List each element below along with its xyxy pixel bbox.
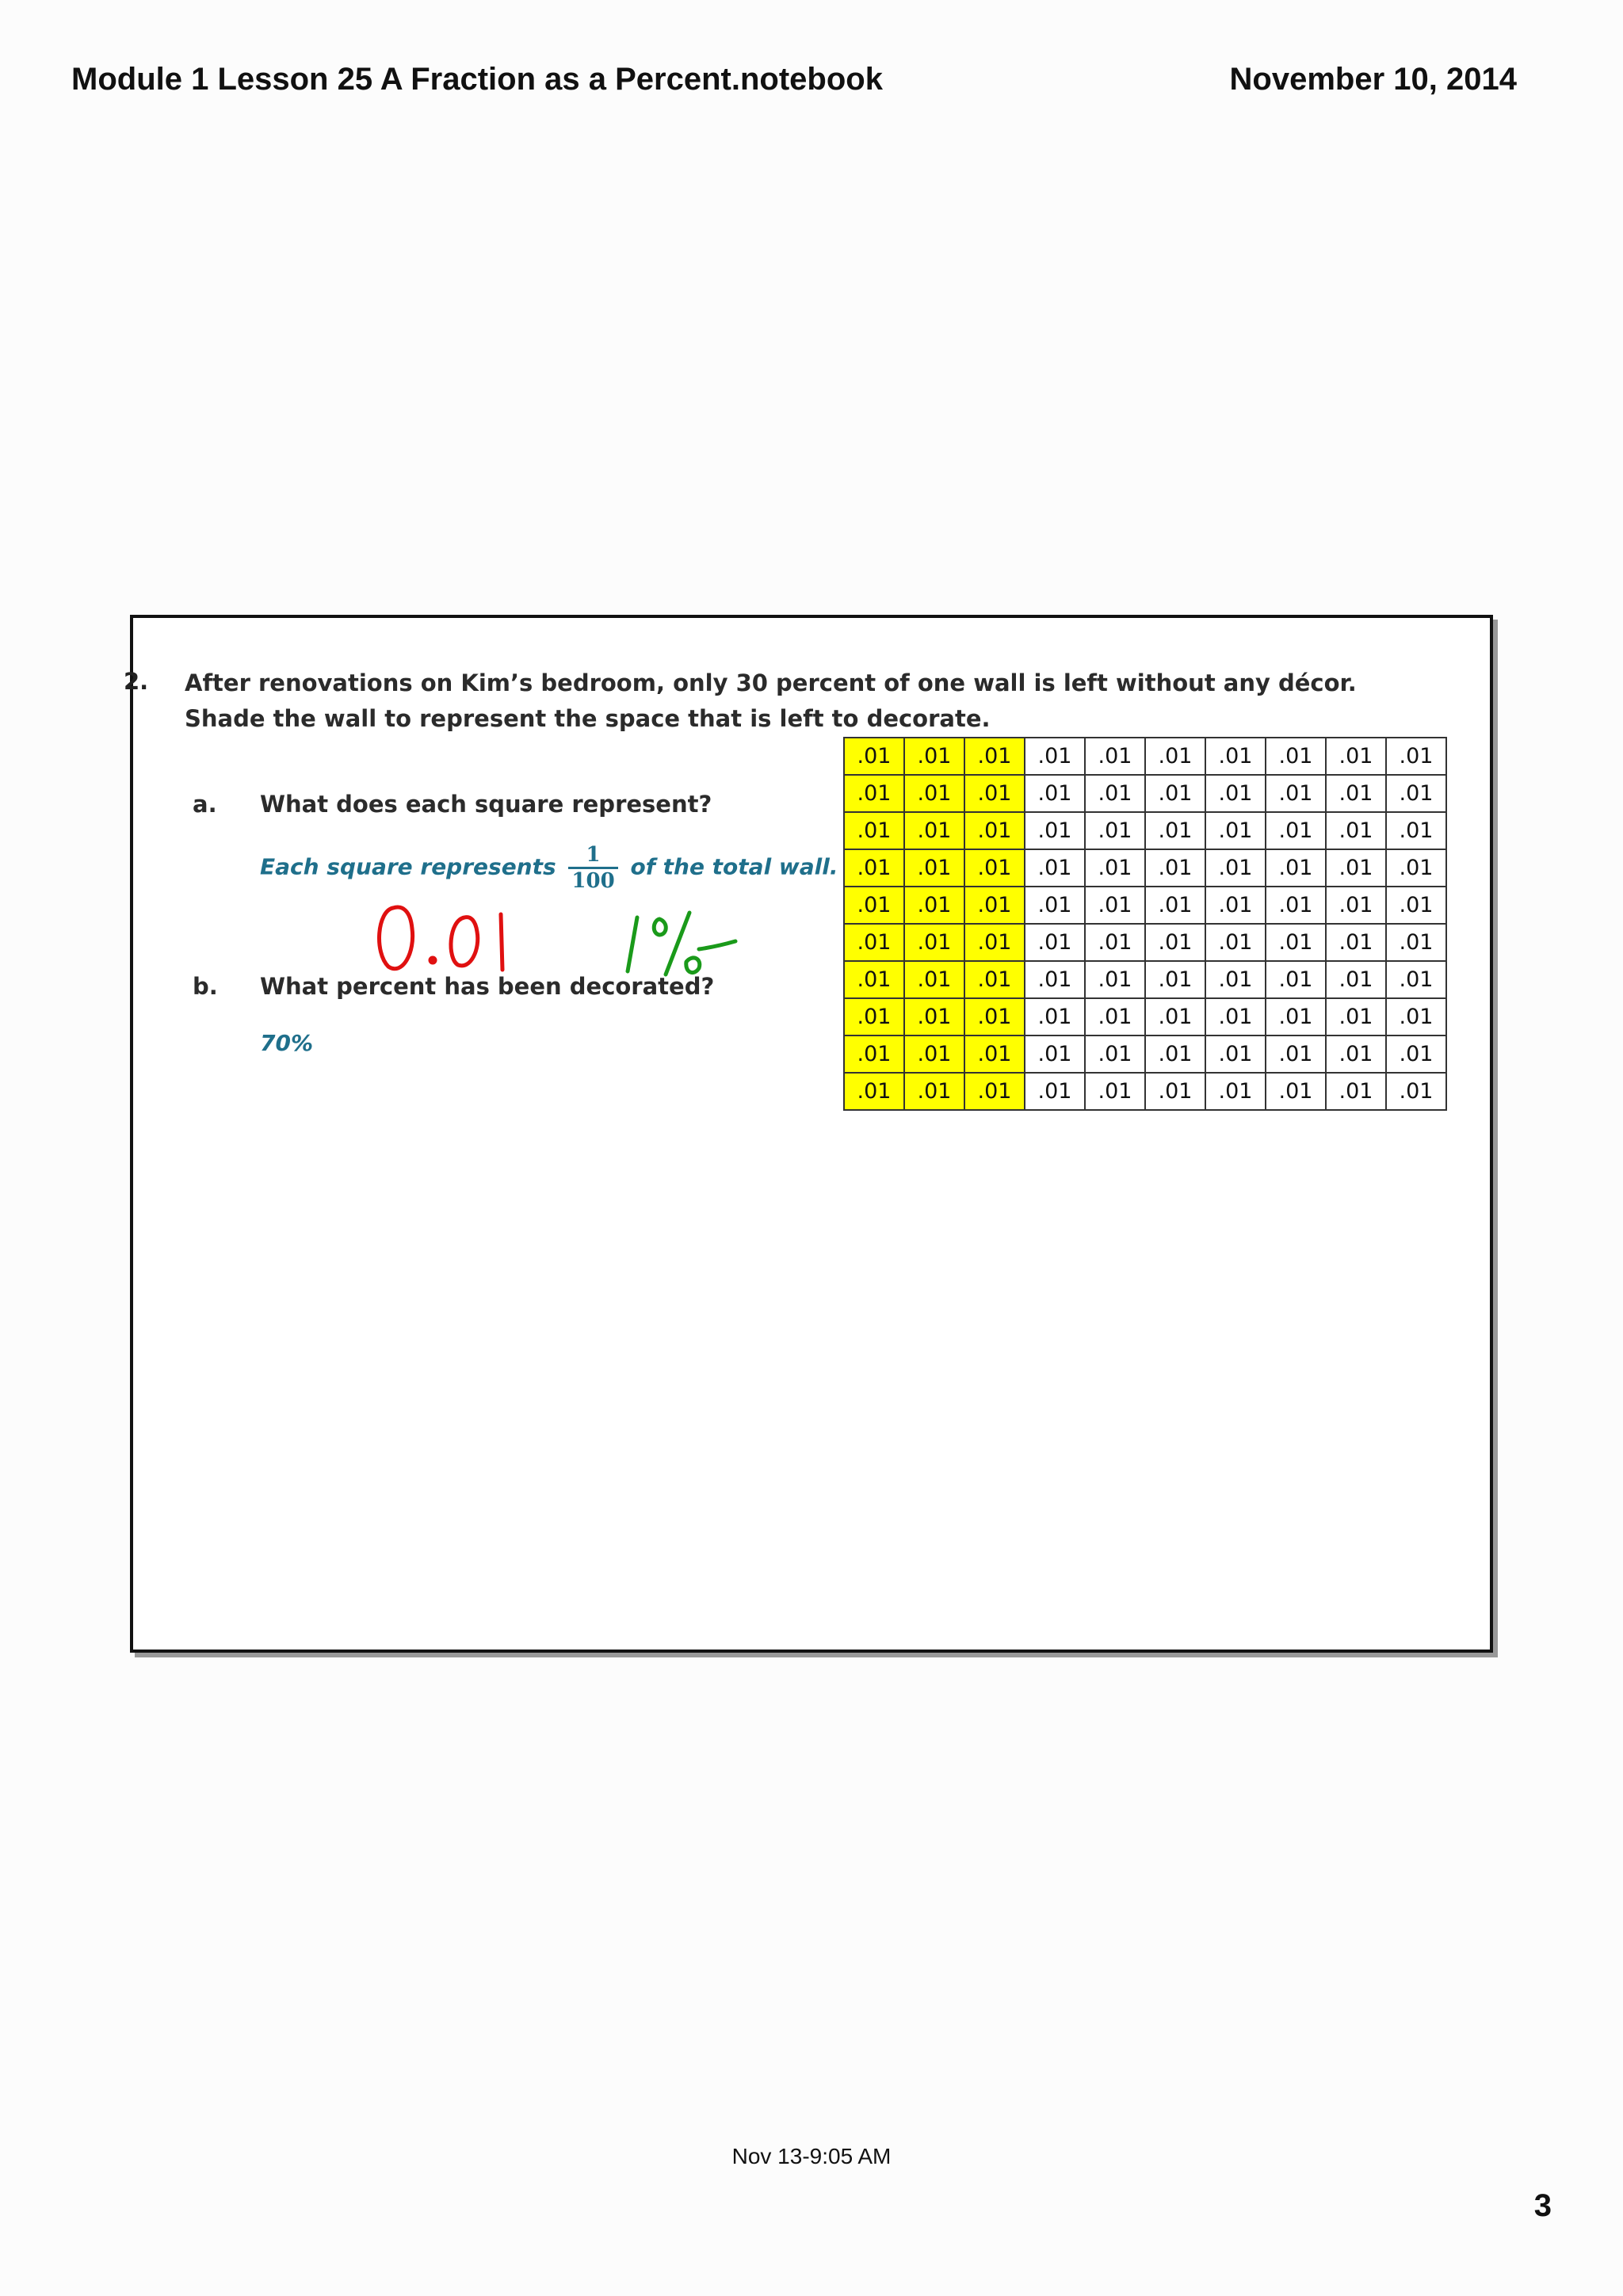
grid-cell: .01 [1386,998,1446,1035]
grid-cell-shaded: .01 [904,961,964,998]
grid-cell: .01 [1145,849,1205,887]
ink-one-stroke [501,914,502,970]
grid-cell: .01 [1025,738,1085,775]
grid-cell: .01 [1386,961,1446,998]
grid-cell: .01 [1205,775,1266,812]
grid-cell-shaded: .01 [844,924,904,961]
grid-cell: .01 [1326,812,1386,849]
grid-cell-shaded: .01 [964,775,1025,812]
grid-cell: .01 [1025,924,1085,961]
grid-cell: .01 [1266,961,1326,998]
grid-cell: .01 [1205,738,1266,775]
document-date: November 10, 2014 [1229,62,1517,97]
grid-row [844,924,1446,961]
grid-cell: .01 [1266,849,1326,887]
problem-number: 2. [124,668,149,695]
grid-cell: .01 [1266,998,1326,1035]
grid-cell: .01 [1386,887,1446,924]
grid-cell: .01 [1205,849,1266,887]
ink-one-stroke [628,917,637,971]
grid-cell: .01 [1085,738,1145,775]
grid-cell: .01 [1386,775,1446,812]
part-b-question: What percent has been decorated? [260,973,715,1000]
grid-cell: .01 [1085,887,1145,924]
ink-second-zero-stroke [451,917,478,966]
part-a-answer-prefix: Each square represents [260,853,556,880]
ink-zero-stroke [380,907,413,969]
part-a-answer [260,843,838,893]
grid-cell: .01 [1386,1035,1446,1073]
grid-cell-shaded: .01 [964,849,1025,887]
grid-row [844,849,1446,887]
grid-cell-shaded: .01 [844,1073,904,1110]
part-a-answer-suffix: of the total wall. [630,853,838,880]
grid-cell: .01 [1205,887,1266,924]
grid-cell: .01 [1145,961,1205,998]
grid-row [844,887,1446,924]
grid-cell: .01 [1025,998,1085,1035]
grid-cell: .01 [1386,849,1446,887]
grid-cell-shaded: .01 [844,812,904,849]
grid-cell: .01 [1386,924,1446,961]
grid-cell: .01 [1085,961,1145,998]
grid-cell: .01 [1205,924,1266,961]
handwritten-decimal-ink [371,897,529,992]
grid-cell-shaded: .01 [964,1035,1025,1073]
ink-percent-top-circle [654,919,666,935]
grid-cell: .01 [1085,998,1145,1035]
grid-row [844,1073,1446,1110]
footer-timestamp: Nov 13-9:05 AM [731,2144,892,2168]
grid-cell-shaded: .01 [904,812,964,849]
grid-cell: .01 [1266,738,1326,775]
grid-cell: .01 [1145,738,1205,775]
grid-cell: .01 [1085,924,1145,961]
grid-cell: .01 [1386,1073,1446,1110]
grid-cell: .01 [1326,961,1386,998]
grid-cell: .01 [1145,924,1205,961]
grid-cell: .01 [1266,887,1326,924]
grid-cell: .01 [1145,1073,1205,1110]
grid-cell: .01 [1085,1035,1145,1073]
grid-cell: .01 [1326,924,1386,961]
grid-cell-shaded: .01 [904,998,964,1035]
grid-cell-shaded: .01 [904,1073,964,1110]
grid-cell-shaded: .01 [964,924,1025,961]
grid-cell: .01 [1025,887,1085,924]
grid-cell: .01 [1326,849,1386,887]
grid-cell-shaded: .01 [964,961,1025,998]
grid-row [844,998,1446,1035]
document-title: Module 1 Lesson 25 A Fraction as a Percent.notebook [71,62,883,97]
fraction-one-hundredth [568,843,617,893]
grid-cell: .01 [1085,1073,1145,1110]
grid-cell: .01 [1386,812,1446,849]
grid-cell: .01 [1326,775,1386,812]
grid-cell: .01 [1085,775,1145,812]
grid-cell-shaded: .01 [844,775,904,812]
grid-cell: .01 [1326,998,1386,1035]
handwritten-percent-ink [617,902,759,989]
grid-cell-shaded: .01 [904,738,964,775]
grid-cell: .01 [1145,998,1205,1035]
grid-cell-shaded: .01 [844,961,904,998]
grid-cell-shaded: .01 [904,849,964,887]
grid-cell: .01 [1326,887,1386,924]
grid-cell: .01 [1205,1035,1266,1073]
fraction-denominator: 100 [571,869,615,893]
grid-cell: .01 [1205,961,1266,998]
ink-decimal-point [430,958,435,963]
hundred-square-grid [843,737,1447,1111]
grid-cell-shaded: .01 [964,998,1025,1035]
grid-cell-shaded: .01 [964,1073,1025,1110]
grid-cell-shaded: .01 [904,1035,964,1073]
grid-cell: .01 [1145,887,1205,924]
grid-cell: .01 [1025,1035,1085,1073]
grid-row [844,812,1446,849]
notebook-page-slide [124,615,1493,1653]
grid-cell: .01 [1145,812,1205,849]
grid-cell-shaded: .01 [844,1035,904,1073]
fraction-numerator: 1 [568,843,617,869]
grid-row [844,961,1446,998]
grid-cell: .01 [1205,998,1266,1035]
grid-cell-shaded: .01 [904,775,964,812]
grid-cell: .01 [1025,812,1085,849]
grid-cell: .01 [1266,924,1326,961]
part-a-question: What does each square represent? [260,791,712,818]
grid-cell: .01 [1386,738,1446,775]
grid-cell-shaded: .01 [844,998,904,1035]
grid-cell: .01 [1205,812,1266,849]
grid-cell: .01 [1085,849,1145,887]
grid-cell-shaded: .01 [964,887,1025,924]
grid-cell: .01 [1025,1073,1085,1110]
grid-row [844,1035,1446,1073]
grid-cell: .01 [1025,961,1085,998]
grid-row [844,738,1446,775]
grid-cell: .01 [1326,1035,1386,1073]
grid-cell-shaded: .01 [964,738,1025,775]
page-number: 3 [1533,2188,1552,2223]
grid-cell: .01 [1266,812,1326,849]
grid-cell-shaded: .01 [964,812,1025,849]
grid-cell: .01 [1145,775,1205,812]
grid-cell: .01 [1145,1035,1205,1073]
grid-cell: .01 [1205,1073,1266,1110]
grid-cell-shaded: .01 [844,738,904,775]
grid-cell-shaded: .01 [904,924,964,961]
grid-cell-shaded: .01 [844,849,904,887]
grid-cell-shaded: .01 [904,887,964,924]
grid-cell: .01 [1266,775,1326,812]
grid-cell: .01 [1085,812,1145,849]
part-a-label: a. [193,791,217,818]
ink-percent-bottom-circle [686,941,735,973]
grid-cell: .01 [1025,849,1085,887]
part-b-answer: 70% [260,1030,314,1056]
grid-cell: .01 [1326,1073,1386,1110]
grid-cell-shaded: .01 [844,887,904,924]
grid-cell: .01 [1266,1035,1326,1073]
grid-cell: .01 [1326,738,1386,775]
part-b-label: b. [193,973,218,1000]
grid-row [844,775,1446,812]
problem-statement: After renovations on Kim’s bedroom, only 30 percent of one wall is left without any décor. Shade the wall to represent the space that is left to decorate. [185,669,1357,732]
grid-cell: .01 [1025,775,1085,812]
grid-cell: .01 [1266,1073,1326,1110]
